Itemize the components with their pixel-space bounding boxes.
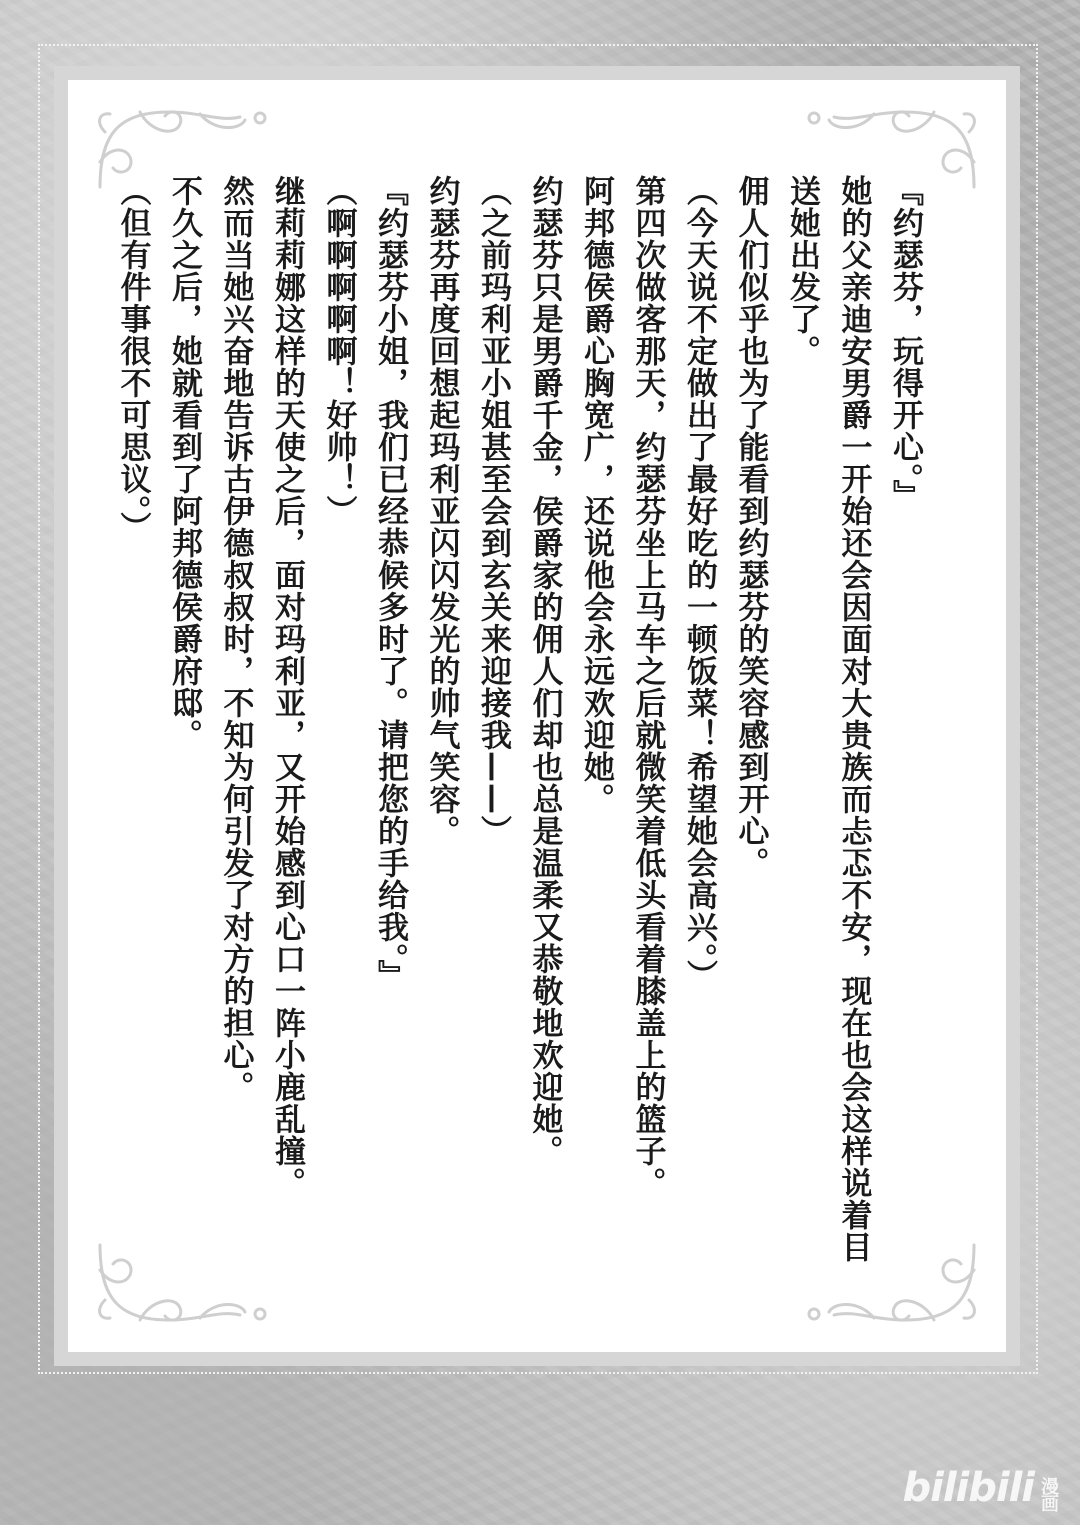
watermark-brand: bilibili <box>902 1465 1034 1511</box>
watermark-sub: 漫画 <box>1038 1477 1059 1511</box>
text-line: 第四次做客那天，约瑟芬坐上马车之后就微笑着低头看着膝盖上的篮子。 <box>629 175 666 1199</box>
text-line: （但有件事很不可思议。） <box>114 175 151 544</box>
text-line: 佣人们似乎也为了能看到约瑟芬的笑容感到开心。 <box>732 175 769 879</box>
text-line: 约瑟芬只是男爵千金，侯爵家的佣人们却也总是温柔又恭敬地欢迎她。 <box>526 175 563 1167</box>
text-line: 约瑟芬再度回想起玛利亚闪闪发光的帅气笑容。 <box>423 175 460 847</box>
text-line: 她的父亲迪安男爵一开始还会因面对大贵族而忐忑不安，现在也会这样说着目送她出发了。 <box>784 175 872 1263</box>
text-line: 然而当她兴奋地告诉古伊德叔叔时，不知为何引发了对方的担心。 <box>217 175 254 1103</box>
text-line: 继莉莉娜这样的天使之后，面对玛利亚，又开始感到心口一阵小鹿乱撞。 <box>269 175 305 1199</box>
text-line: 不久之后，她就看到了阿邦德侯爵府邸。 <box>166 175 202 751</box>
text-line: （之前玛利亚小姐甚至会到玄关来迎接我——） <box>475 175 511 847</box>
text-line: 『约瑟芬小姐，我们已经恭候多时了。请把您的手给我。』 <box>372 175 408 992</box>
text-line: 『约瑟芬，玩得开心。』 <box>887 175 923 512</box>
text-line: （今天说不定做出了最好吃的一顿饭菜！希望她会高兴。） <box>681 175 717 992</box>
bilibili-watermark <box>902 1465 1058 1511</box>
text-line: （啊啊啊啊啊！好帅！） <box>320 175 357 527</box>
vertical-text-body <box>106 175 930 1275</box>
text-line: 阿邦德侯爵心胸宽广，还说他会永远欢迎她。 <box>578 175 614 815</box>
